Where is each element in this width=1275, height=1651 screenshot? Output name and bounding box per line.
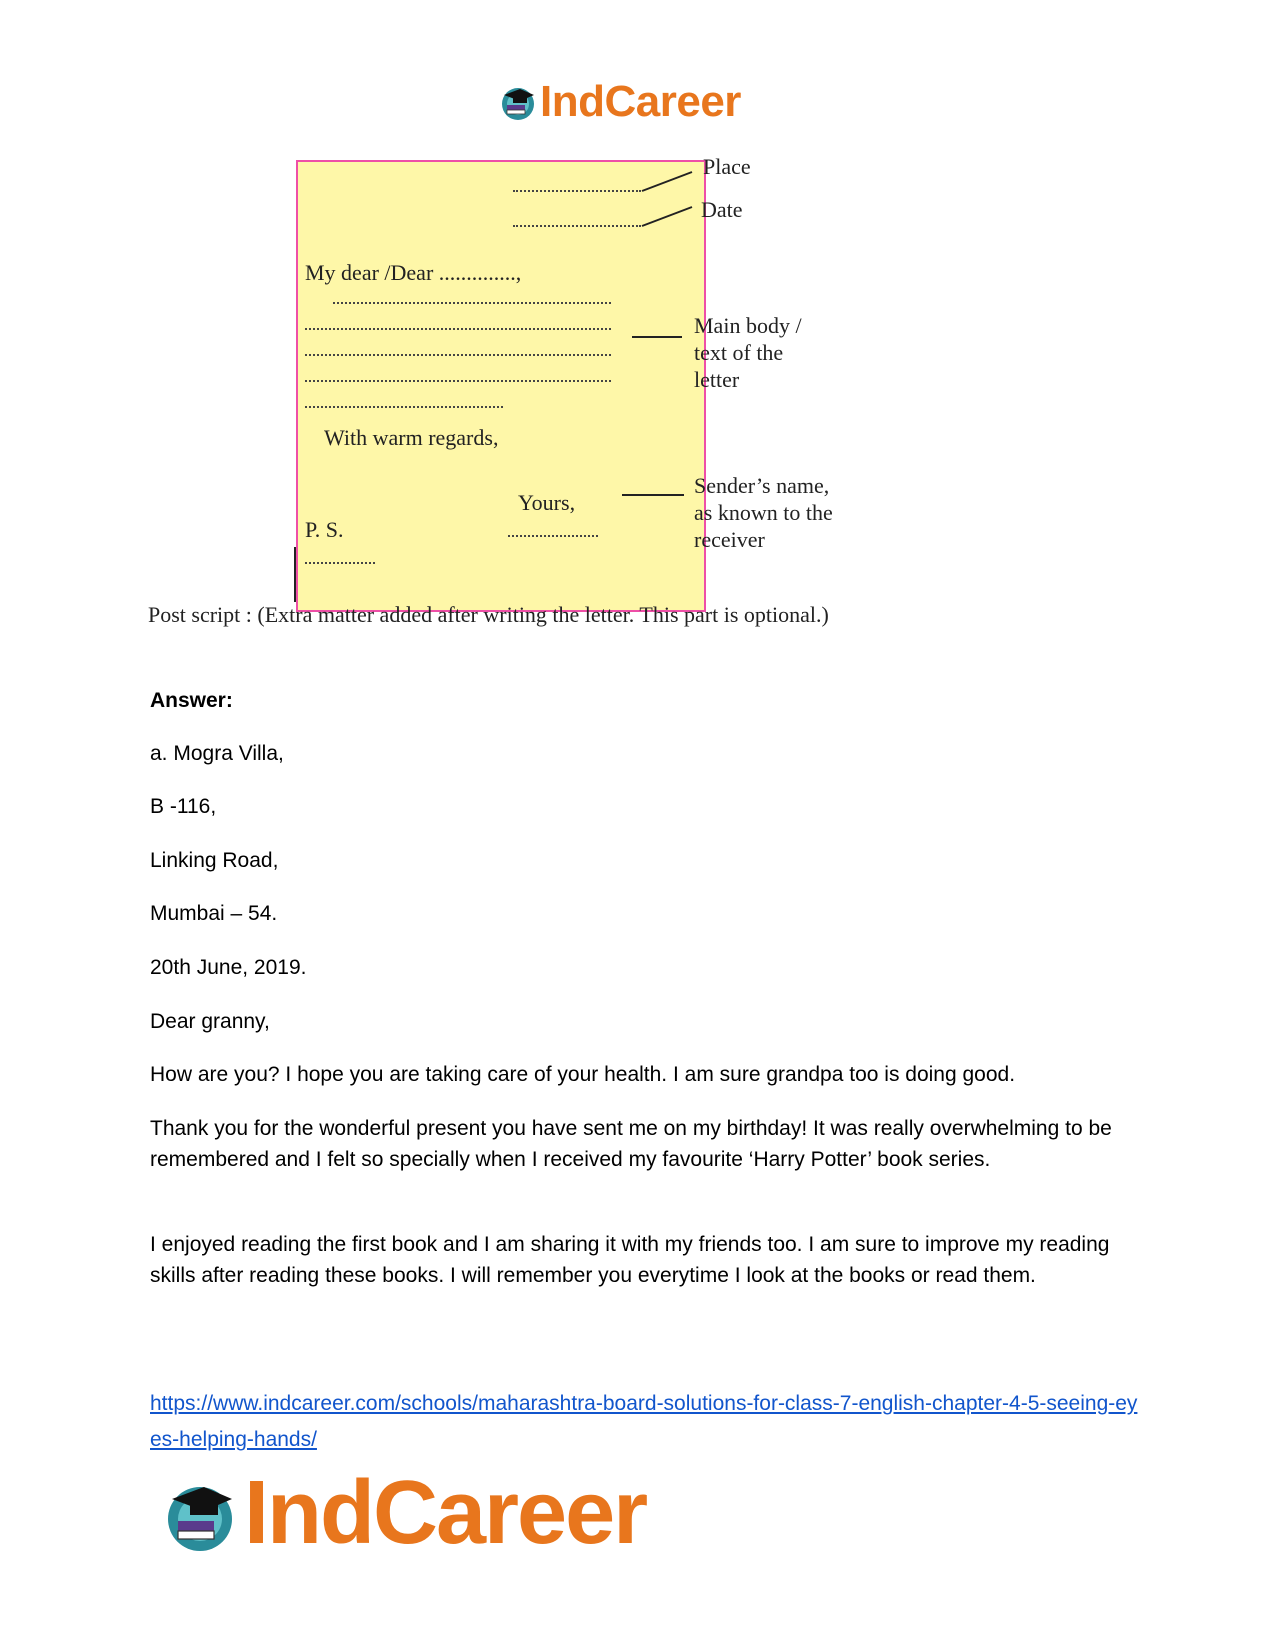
main-body-label: Main body / text of the letter xyxy=(694,313,802,392)
brand-name: IndCareer xyxy=(244,1462,647,1563)
address-line: a. Mogra Villa, xyxy=(150,742,284,765)
body-line xyxy=(305,380,611,382)
answer-heading: Answer: xyxy=(150,689,233,712)
address-line: Mumbai – 54. xyxy=(150,902,278,925)
brand-name: IndCareer xyxy=(540,77,741,126)
yours-text: Yours, xyxy=(518,490,576,515)
post-script-caption: Post script : (Extra matter added after writing the letter. This part is optional.) xyxy=(148,602,829,627)
address-line: B -116, xyxy=(150,795,217,818)
sender-blank xyxy=(508,535,598,537)
place-blank xyxy=(513,190,641,192)
indcareer-logo-top xyxy=(498,78,741,126)
letter-format-diagram xyxy=(150,150,910,650)
letter-paragraph: I enjoyed reading the first book and I am sharing it with my friends too. I am sure to improve my reading skills after reading these books. I will remember you everytime I look at the books or read them. xyxy=(150,1233,1110,1287)
letter-salutation: Dear granny, xyxy=(150,1010,270,1033)
letter-paragraph: Thank you for the wonderful present you have sent me on my birthday! It was really overwhelming to be remembered and I felt so specially when I received my favourite ‘Harry Potter’ book series. xyxy=(150,1117,1112,1171)
place-label: Place xyxy=(703,154,751,179)
date-blank xyxy=(513,225,641,227)
address-line: Linking Road, xyxy=(150,849,279,872)
ps-pointer xyxy=(294,547,296,602)
indcareer-logo-bottom xyxy=(160,1462,647,1563)
source-link[interactable]: https://www.indcareer.com/schools/maharashtra-board-solutions-for-class-7-english-chapter-4-5-seeing-eyes-helping-hands/ xyxy=(150,1392,1138,1451)
ps-blank xyxy=(305,562,375,564)
ps-text: P. S. xyxy=(305,517,344,542)
date-label: Date xyxy=(701,197,743,222)
main-body-pointer xyxy=(632,336,682,338)
letter-date: 20th June, 2019. xyxy=(150,956,307,979)
sender-pointer xyxy=(622,494,684,496)
salutation-text: My dear /Dear .............., xyxy=(305,260,522,285)
body-line xyxy=(305,406,503,408)
globe-graduation-cap-icon xyxy=(498,82,538,122)
body-line xyxy=(333,302,611,304)
globe-graduation-cap-icon xyxy=(160,1471,240,1555)
place-date-pointers xyxy=(640,165,700,235)
letter-paragraph: How are you? I hope you are taking care of your health. I am sure grandpa too is doing good. xyxy=(150,1063,1016,1086)
closing-text: With warm regards, xyxy=(324,425,499,450)
sender-label: Sender’s name, as known to the receiver xyxy=(694,473,833,552)
body-line xyxy=(305,328,611,330)
body-line xyxy=(305,354,611,356)
